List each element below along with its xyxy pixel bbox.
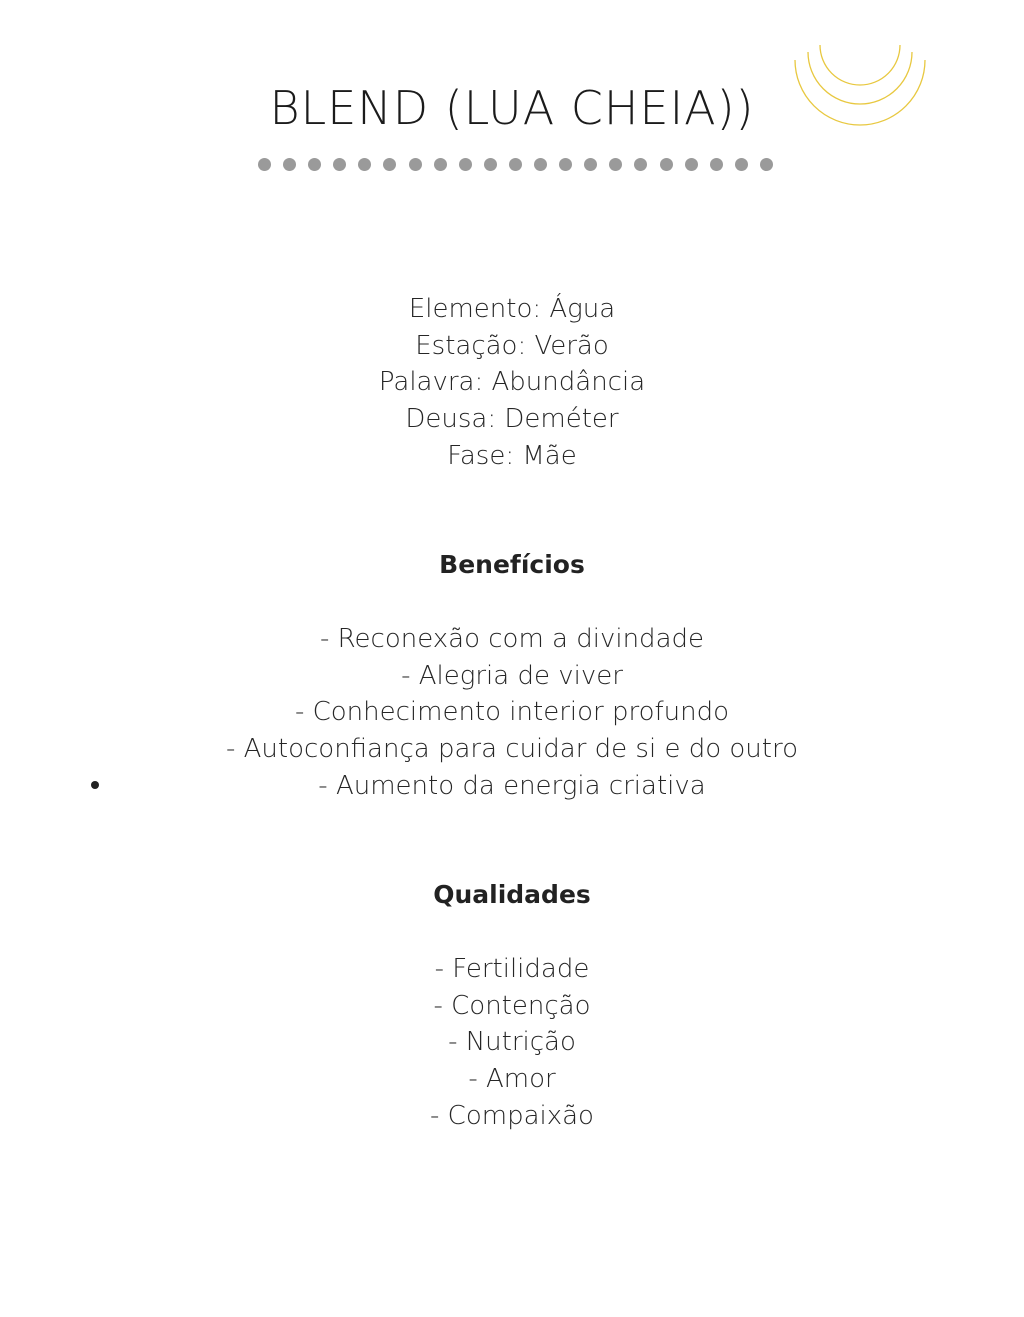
- list-item: - Conhecimento interior profundo: [294, 697, 730, 728]
- divider-dot: [409, 158, 422, 171]
- property-phase: Fase: Mãe: [447, 440, 577, 471]
- list-item: - Aumento da energia criativa: [318, 770, 706, 801]
- qualidades-heading: Qualidades: [433, 880, 591, 909]
- divider-dot: [383, 158, 396, 171]
- divider-dot: [308, 158, 321, 171]
- divider-dot: [735, 158, 748, 171]
- divider-dot: [634, 158, 647, 171]
- list-item: - Contenção: [433, 990, 591, 1021]
- divider-dot: [509, 158, 522, 171]
- divider-dot: [258, 158, 271, 171]
- list-item: - Autoconfiança para cuidar de si e do outro: [225, 734, 799, 765]
- property-element: Elemento: Água: [408, 294, 616, 324]
- property-season: Estação: Verão: [415, 330, 609, 361]
- divider-dot: [358, 158, 371, 171]
- list-item: - Amor: [468, 1064, 556, 1095]
- list-item: - Fertilidade: [434, 954, 590, 984]
- list-item: - Alegria de viver: [401, 660, 623, 691]
- divider-dot: [584, 158, 597, 171]
- qualidades-list: [0, 951, 1024, 1135]
- divider-dot: [459, 158, 472, 171]
- divider-dot: [534, 158, 547, 171]
- divider-dot: [685, 158, 698, 171]
- property-word: Palavra: Abundância: [378, 367, 646, 398]
- crescent-moon-icon: [790, 40, 930, 165]
- divider-dot: [559, 158, 572, 171]
- divider-dot: [710, 158, 723, 171]
- divider-dot: [484, 158, 497, 171]
- list-item: - Reconexão com a divindade: [320, 624, 704, 654]
- divider-dot: [760, 158, 773, 171]
- divider-dot: [283, 158, 296, 171]
- list-item: - Compaixão: [430, 1100, 594, 1131]
- divider-dot: [333, 158, 346, 171]
- bullet-icon: [91, 781, 99, 789]
- dotted-divider: [258, 157, 773, 171]
- beneficios-heading: Benefícios: [439, 550, 585, 579]
- divider-dot: [660, 158, 673, 171]
- divider-dot: [609, 158, 622, 171]
- property-goddess: Deusa: Deméter: [405, 404, 619, 435]
- divider-dot: [434, 158, 447, 171]
- beneficios-list: [0, 621, 1024, 805]
- page-title: BLEND (LUA CHEIA)): [269, 81, 755, 135]
- list-item: - Nutrição: [448, 1027, 576, 1058]
- properties-list: [0, 291, 1024, 475]
